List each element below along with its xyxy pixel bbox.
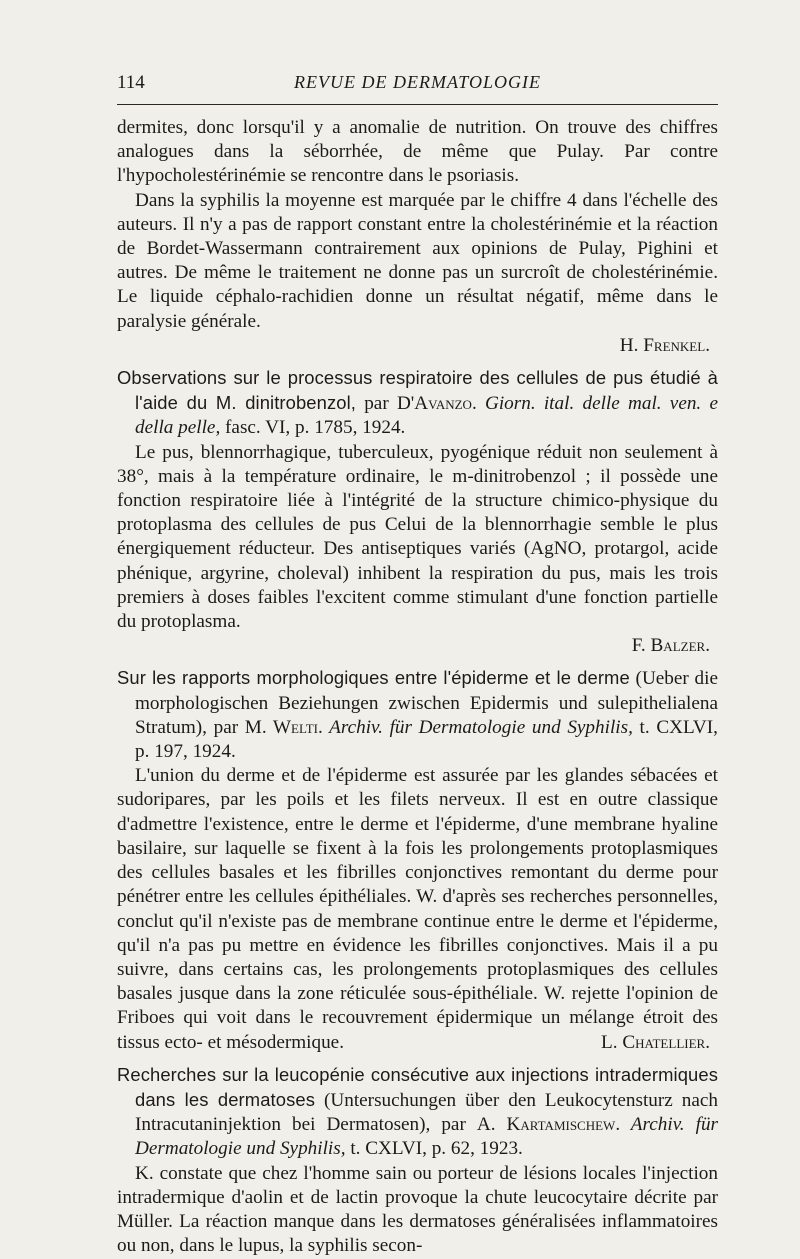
article-1-body: Le pus, blennorrhagique, tuberculeux, pyogénique réduit non seulement à 38°, mais à la température ordinaire, le m-dinitrobenzol ; il possède une fonction respiratoire liée à l'intégrité de la structure chimico-physique du protoplasma des cellules de pus Celui de la blennorrhagie semble le plus énergiquement réducteur. Des antiseptiques variés (AgNO, protargol, acide phénique, argyrine, choleval) inhibent la respiration du pus, mais les trois premiers à doses faibles l'excitent comme stimulant d'une fonction partielle du protoplasma. (117, 441, 718, 633)
article-1-title: Observations sur le processus respiratoire des cellules de pus étudié à l'aide du M. dinitrobenzol, (117, 367, 718, 414)
article-1-ref-by: par (355, 393, 397, 415)
article-1-heading (117, 366, 718, 441)
intro-signature: H. Frenkel. (619, 334, 710, 356)
article-1-author: D'Avanzo. (396, 393, 477, 415)
article-3-journal: Archiv. für Dermatologie und Syphilis, (135, 1114, 719, 1160)
article-3-heading (117, 1063, 718, 1162)
article-3-details: t. CXLVI, p. 62, 1923. (345, 1138, 523, 1160)
article-2-heading (117, 666, 718, 764)
page-content (117, 116, 718, 1258)
article-3-author: A. Kartamischew. (476, 1114, 621, 1136)
running-title: REVUE DE DERMATOLOGIE (294, 72, 541, 92)
article-2-body (117, 764, 718, 1054)
article-1-details: fasc. VI, p. 1785, 1924. (220, 417, 406, 439)
article-2-body-text: L'union du derme et de l'épiderme est assurée par les glandes sébacées et sudoripares, par les poils et les filets nerveux. Il est en outre classique d'admettre l'existence, entre le derme et l'épiderme, d'une membrane hyaline basilaire, sur laquelle se fixent à la fois les prolongements protoplasmiques des cellules basales et les fibrilles conjonctives remontant du derme pour pénétrer entre les cellules épithéliales. W. d'après ses recherches personnelles, conclut qu'il n'existe pas de membrane continue entre le derme et l'épiderme, qu'il n'a pas pu mettre en évidence les fibrilles conjonctives. Mais il a pu suivre, dans certains cas, les prolongements protoplasmiques des cellules basales jusque dans la zone réticulée sous-épithéliale. W. rejette l'opinion de Friboes qui voit dans le recouvrement épidermique un mélange étroit des tissus ecto- et mésodermique. (117, 765, 718, 1053)
article-2-details: t. CXLVI, p. 197, 1924. (135, 716, 718, 763)
article-3-original-title: (Untersuchungen über den Leukocytensturz nach Intracutaninjektion bei Dermatosen), par (135, 1089, 719, 1136)
header-rule (117, 104, 718, 105)
article-2-original-title: (Ueber die morphologischen Beziehungen zwischen Epidermis und sulepithelialena Stratum), par (135, 668, 718, 738)
page-header (117, 72, 718, 96)
article-2-title: Sur les rapports morphologiques entre l'épiderme et le derme (117, 667, 630, 689)
page-number: 114 (117, 72, 145, 93)
intro-paragraph-1: dermites, donc lorsqu'il y a anomalie de nutrition. On trouve des chiffres analogues dans la séborrhée, de même que Pulay. Par contre l'hypocholestérinémie se rencontre dans le psoriasis. (117, 117, 718, 187)
article-3-body: K. constate que chez l'homme sain ou porteur de lésions locales l'injection intradermique d'aolin et de lactin provoque la chute leucocytaire décrite par Müller. La réaction manque dans les dermatoses généralisées inflammatoires ou non, dans le lupus, la syphilis secon- (117, 1162, 718, 1257)
article-2-author: M. Welti. (244, 716, 323, 738)
article-1-journal: Giorn. ital. delle mal. ven. e della pelle, (135, 393, 718, 439)
article-1-signature: F. Balzer. (631, 635, 710, 657)
article-3-title: Recherches sur la leucopénie consécutive aux injections intradermiques dans les dermatoses (117, 1063, 718, 1110)
article-2-journal: Archiv. für Dermatologie und Syphilis, (322, 716, 633, 738)
intro-paragraph-2: Dans la syphilis la moyenne est marquée par le chiffre 4 dans l'échelle des auteurs. Il n'y a pas de rapport constant entre la cholestérinémie et la réaction de Bordet-Wassermann contrairement aux opinions de Pulay, Pighini et autres. De même le traitement ne donne pas un surcroît de cholestérinémie. Le liquide céphalo-rachidien donne un résultat négatif, même dans le paralysie générale. (117, 189, 718, 332)
article-2-signature: L. Chatellier. (601, 1031, 710, 1053)
